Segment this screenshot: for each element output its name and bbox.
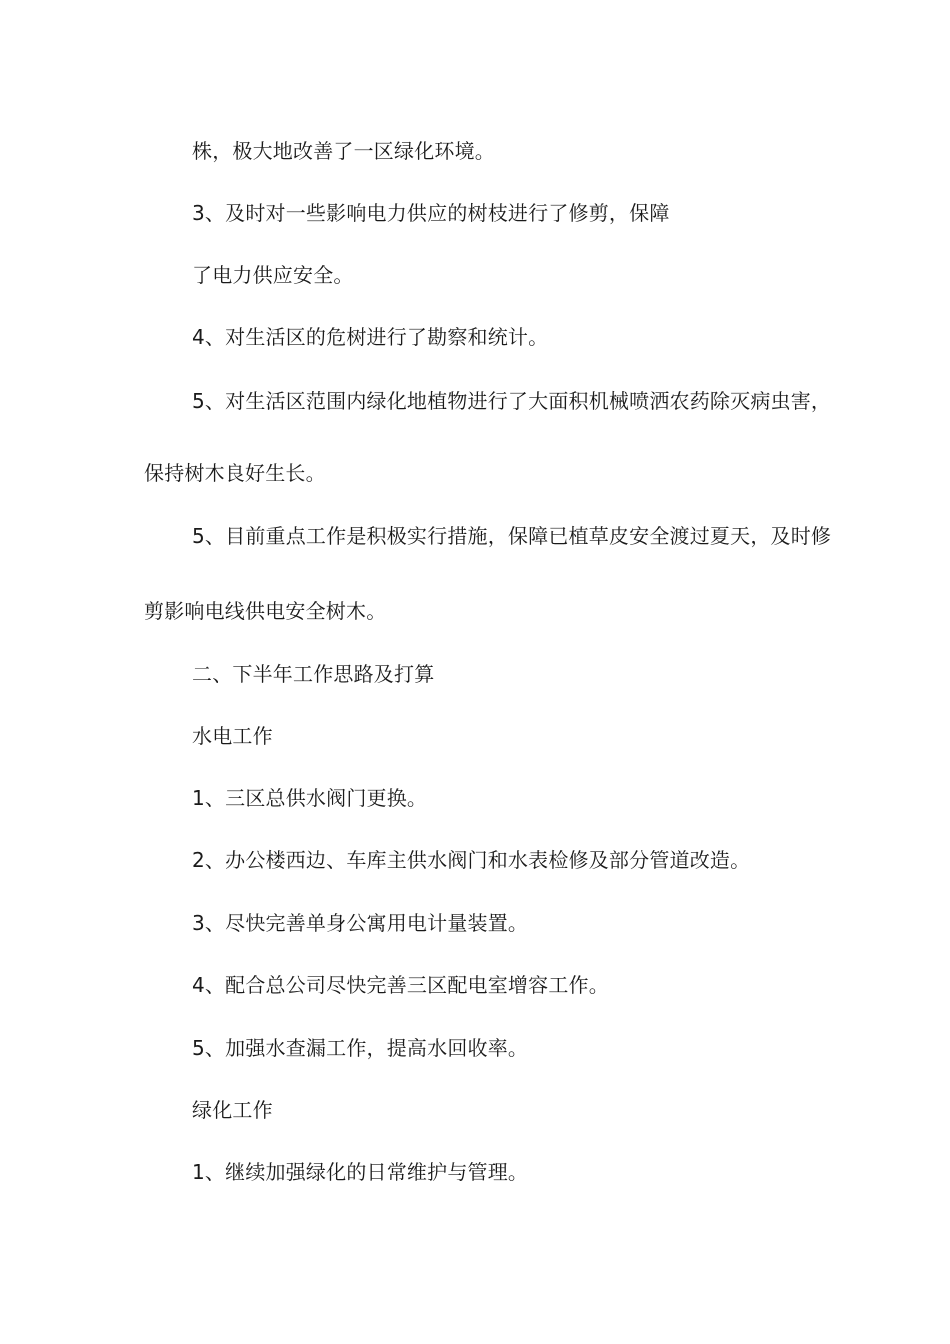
section-heading: 二、下半年工作思路及打算 [192, 662, 435, 686]
text-line: 株，极大地改善了一区绿化环境。 [192, 139, 495, 163]
subsection-heading: 水电工作 [192, 724, 273, 748]
list-item: 2、办公楼西边、车库主供水阀门和水表检修及部分管道改造。 [192, 848, 751, 872]
text-line: 3、及时对一些影响电力供应的树枝进行了修剪，保障 [192, 201, 670, 225]
text-line: 4、对生活区的危树进行了勘察和统计。 [192, 325, 549, 349]
text-line: 了电力供应安全。 [192, 263, 354, 287]
list-item: 1、继续加强绿化的日常维护与管理。 [192, 1160, 529, 1184]
list-item: 3、尽快完善单身公寓用电计量装置。 [192, 911, 529, 935]
list-item: 4、配合总公司尽快完善三区配电室增容工作。 [192, 973, 609, 997]
text-line: 5、目前重点工作是积极实行措施，保障已植草皮安全渡过夏天，及时修 [192, 524, 832, 548]
text-line: 剪影响电线供电安全树木。 [144, 599, 387, 623]
list-item: 5、加强水查漏工作，提高水回收率。 [192, 1036, 529, 1060]
text-line: 保持树木良好生长。 [144, 461, 326, 485]
subsection-heading: 绿化工作 [192, 1098, 273, 1122]
list-item: 1、三区总供水阀门更换。 [192, 786, 428, 810]
text-line: 5、对生活区范围内绿化地植物进行了大面积机械喷洒农药除灭病虫害， [192, 389, 832, 413]
